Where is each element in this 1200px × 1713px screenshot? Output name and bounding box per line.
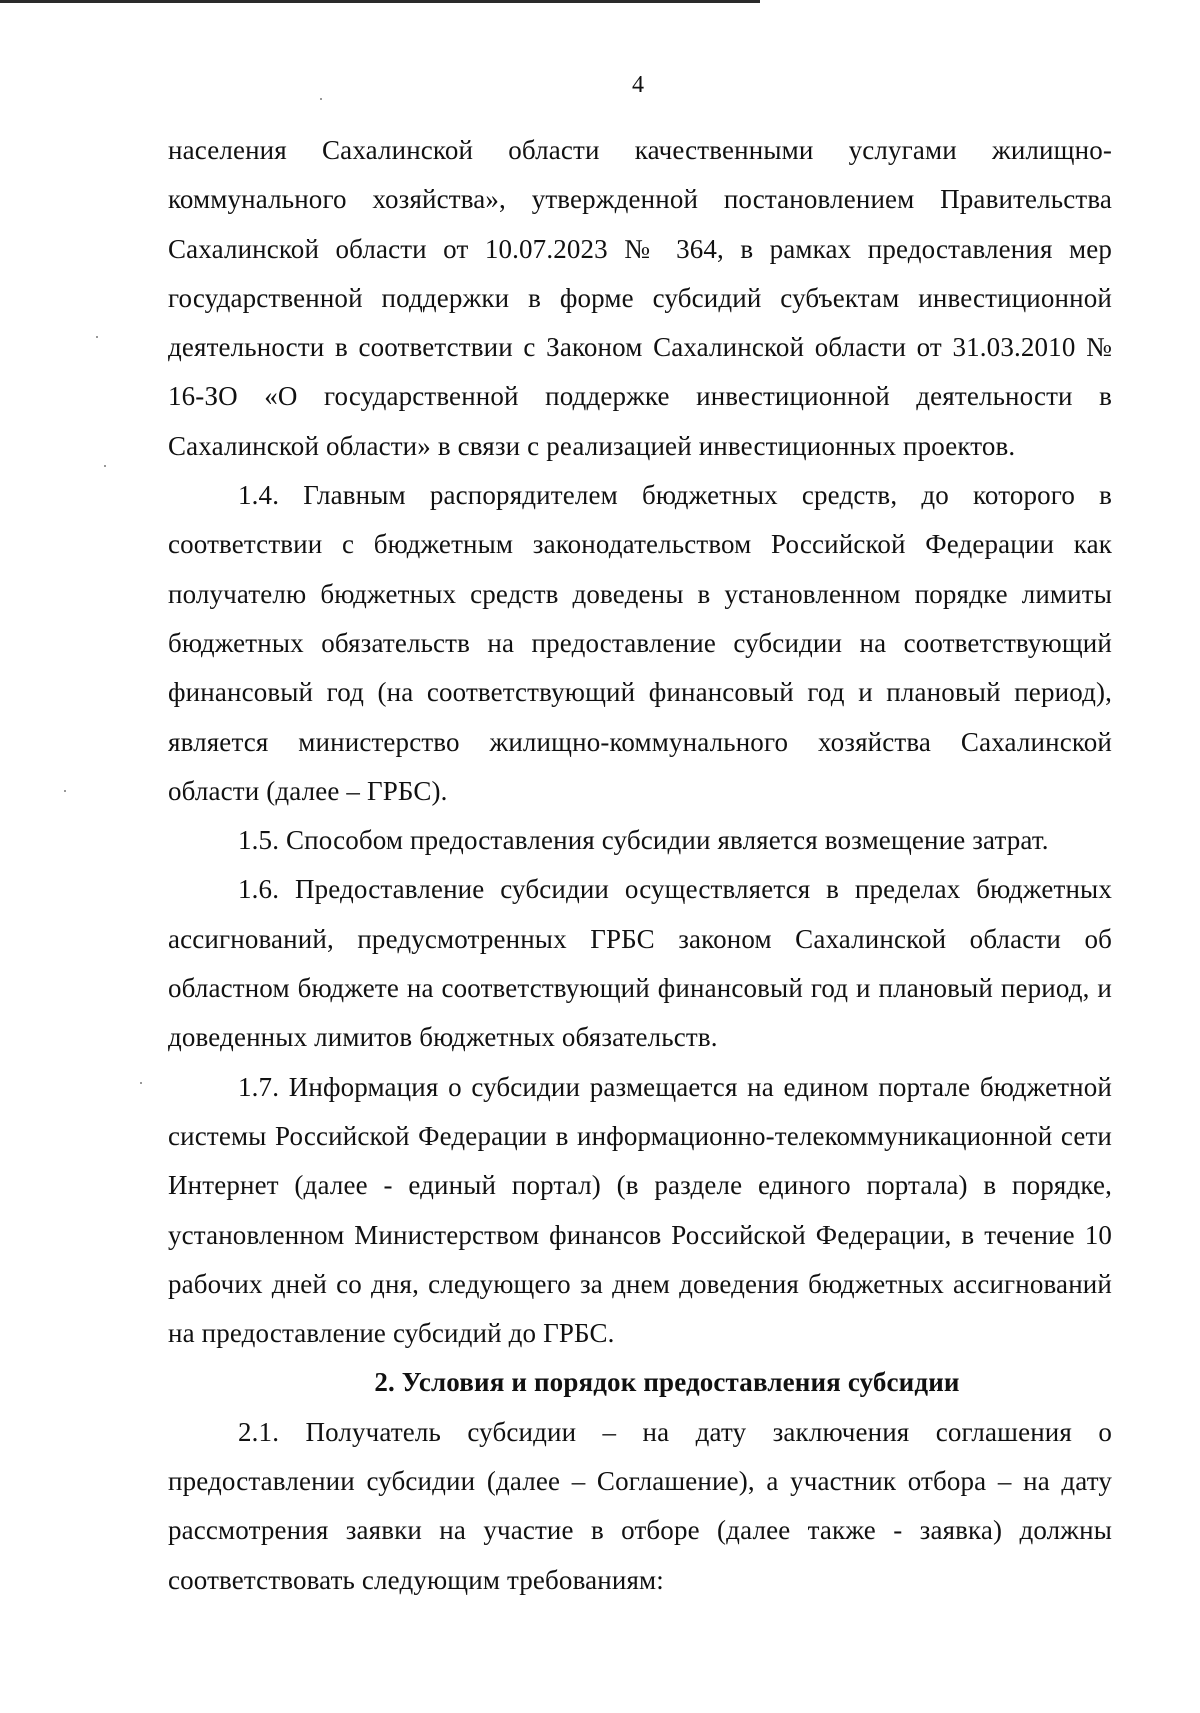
scan-speck bbox=[140, 1082, 142, 1084]
page-number: 4 bbox=[632, 72, 644, 98]
section-heading-2: 2. Условия и порядок предоставления субсидии bbox=[374, 1367, 960, 1398]
paragraph-1-7: 1.7. Информация о субсидии размещается на едином портале бюджетной системы Российской Федерации в информационно-телекоммуникационной сети Интернет (далее - единый портал) (в разделе единого портала) в порядке, установленном Министерством финансов Российской Федерации, в течение 10 рабочих дней со дня, следующего за днем доведения бюджетных ассигнований на предоставление субсидий до ГРБС. bbox=[168, 1071, 1112, 1349]
scan-edge bbox=[0, 0, 760, 3]
document-body bbox=[168, 126, 1112, 1605]
scan-speck bbox=[96, 336, 98, 338]
scan-speck bbox=[104, 465, 106, 467]
paragraph-2-1: 2.1. Получатель субсидии – на дату заключения соглашения о предоставлении субсидии (далее – Соглашение), а участник отбора – на дату рассмотрения заявки на участие в отборе (далее также - заявка) должны соответствовать следующим требованиям: bbox=[168, 1416, 1112, 1595]
paragraph-1-4: 1.4. Главным распорядителем бюджетных средств, до которого в соответствии с бюджетным законодательством Российской Федерации как получателю бюджетных средств доведены в установленном порядке лимиты бюджетных обязательств на предоставление субсидии на соответствующий финансовый год (на соответствующий финансовый год и плановый период), является министерство жилищно-коммунального хозяйства Сахалинской области (далее – ГРБС). bbox=[168, 480, 1112, 806]
paragraph-continuation: населения Сахалинской области качественными услугами жилищно-коммунального хозяйства», утвержденной постановлением Правительства Сахалинской области от 10.07.2023 № 364, в рамках предоставления мер государственной поддержки в форме субсидий субъектам инвестиционной деятельности в соответствии с Законом Сахалинской области от 31.03.2010 № 16-ЗО «О государственной поддержке инвестиционной деятельности в Сахалинской области» в связи с реализацией инвестиционных проектов. bbox=[168, 135, 1112, 461]
paragraph-1-5: 1.5. Способом предоставления субсидии является возмещение затрат. bbox=[238, 825, 1049, 856]
paragraph-1-6: 1.6. Предоставление субсидии осуществляется в пределах бюджетных ассигнований, предусмотренных ГРБС законом Сахалинской области об областном бюджете на соответствующий финансовый год и плановый период, и доведенных лимитов бюджетных обязательств. bbox=[168, 874, 1112, 1053]
scan-speck bbox=[64, 790, 66, 792]
